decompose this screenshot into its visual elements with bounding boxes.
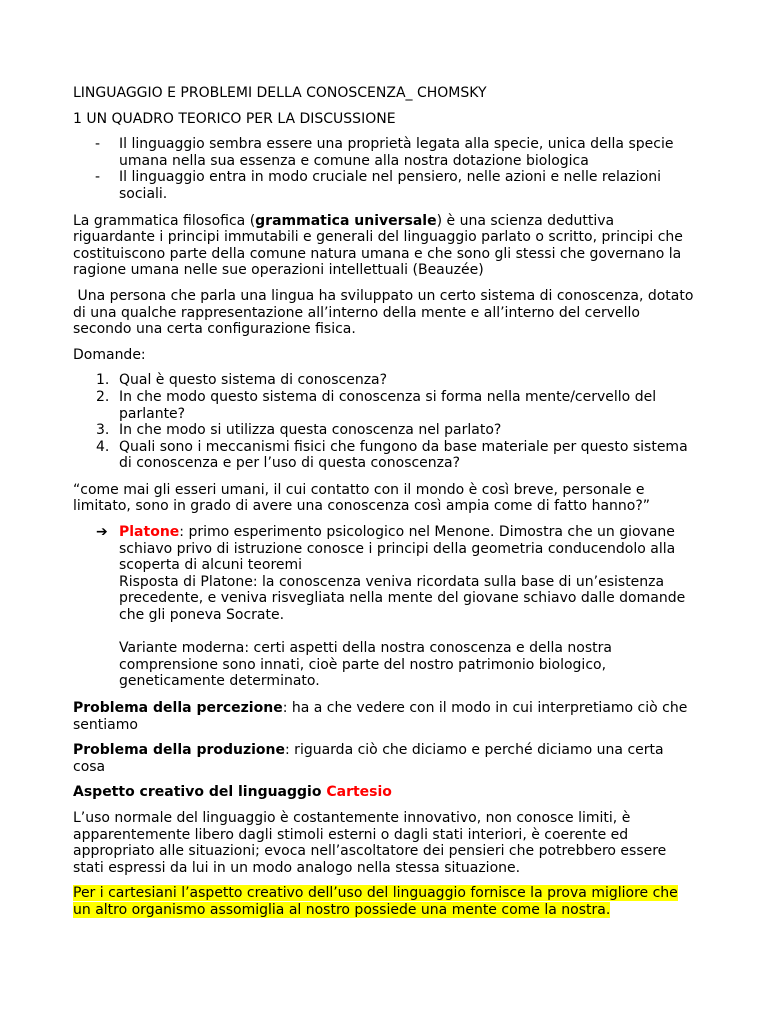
paragraph-percezione: [73, 700, 698, 733]
list-item: [73, 439, 698, 472]
highlighted-paragraph: [73, 885, 698, 918]
list-number: 4.: [96, 438, 110, 455]
list-item-text: In che modo si utilizza questa conoscenza nel parlato?: [119, 422, 502, 439]
paragraph-grammatica: [73, 213, 698, 279]
list-item-text: Quali sono i meccanismi fisici che fungono da base materiale per questo sistema di conoscenza e per l’uso di questa conoscenza?: [119, 438, 688, 472]
cartesio-name: Cartesio: [326, 784, 392, 801]
list-number: 2.: [96, 388, 110, 405]
list-item-text: Qual è questo sistema di conoscenza?: [119, 372, 388, 389]
platone-line: [119, 524, 698, 574]
platone-variante: Variante moderna: certi aspetti della nostra conoscenza e della nostra comprensione sono innati, cioè parte del nostro patrimonio biologico, geneticamente determinato.: [119, 640, 612, 690]
list-item: [73, 372, 698, 389]
arrow-icon: ➔: [96, 524, 108, 541]
dash-bullet: -: [95, 169, 101, 186]
paragraph-text: La grammatica filosofica (: [73, 212, 256, 229]
platone-text: : primo esperimento psicologico nel Menone. Dimostra che un giovane schiavo privo di istruzione conosce i principi della geometria conducendolo alla scoperta di alcuni teoremi: [119, 524, 676, 574]
document-body: [73, 85, 698, 928]
list-item-text: In che modo questo sistema di conoscenza si forma nella mente/cervello del parlante?: [119, 388, 657, 422]
paragraph-persona: Una persona che parla una lingua ha sviluppato un certo sistema di conoscenza, dotato di una qualche rappresentazione all’interno della mente e all’interno del cervello secondo una certa configurazione fisica.: [73, 287, 698, 338]
platone-name: Platone: [119, 524, 180, 541]
highlighted-text: Per i cartesiani l’aspetto creativo dell’uso del linguaggio fornisce la prova migliore che un altro organismo assomiglia al nostro possiede una mente come la nostra.: [73, 885, 678, 918]
list-item-text: Il linguaggio sembra essere una proprietà legata alla specie, unica della specie umana nella sua essenza e comune alla nostra dotazione biologica: [119, 136, 674, 169]
questions-list: [73, 372, 698, 472]
list-item: [73, 169, 698, 202]
list-number: 3.: [96, 422, 110, 439]
quote-paragraph: “come mai gli esseri umani, il cui contatto con il mondo è così breve, personale e limitato, sono in grado di avere una conoscenza così ampia come di fatto hanno?”: [73, 481, 651, 515]
paragraph-text: : ha a che vedere con il modo in cui interpretiamo ciò che sentiamo: [73, 700, 688, 733]
platone-block: [73, 524, 698, 690]
paragraph-uso: L’uso normale del linguaggio è costantemente innovativo, non conosce limiti, è apparentemente libero dagli stimoli esterni o dagli stati interiori, è coerente ed appropriato alle situazioni; evoca nell’ascoltatore dei pensieri che potrebbero essere stati espressi da lui in un modo analogo nella stessa situazione.: [73, 809, 667, 876]
list-item: [73, 389, 698, 422]
domande-label: Domande:: [73, 346, 146, 363]
platone-risposta: Risposta di Platone: la conoscenza veniva ricordata sulla base di un’esistenza precedente, e veniva risvegliata nella mente del giovane schiavo dalle domande che gli poneva Socrate.: [119, 573, 686, 624]
bold-term: Aspetto creativo del linguaggio: [73, 784, 327, 801]
dash-bullet: -: [95, 136, 101, 153]
spacer: [119, 624, 698, 641]
section-heading: 1 UN QUADRO TEORICO PER LA DISCUSSIONE: [73, 110, 396, 127]
bullet-list: [73, 136, 698, 202]
document-title: LINGUAGGIO E PROBLEMI DELLA CONOSCENZA_ CHOMSKY: [73, 85, 487, 101]
bold-term: Problema della produzione: [73, 742, 286, 759]
heading-aspetto: [73, 784, 698, 801]
list-item: [73, 422, 698, 439]
list-item: [73, 136, 698, 169]
bold-term: Problema della percezione: [73, 700, 283, 716]
list-number: 1.: [96, 372, 110, 389]
list-item-text: Il linguaggio entra in modo cruciale nel pensiero, nelle azioni e nelle relazioni sociali.: [119, 169, 661, 202]
paragraph-produzione: [73, 742, 698, 775]
paragraph-text: : riguarda ciò che diciamo e perché diciamo una certa cosa: [73, 742, 664, 775]
bold-term: grammatica universale: [255, 212, 437, 229]
paragraph-text: ) è una scienza deduttiva riguardante i principi immutabili e generali del linguaggio parlato o scritto, principi che costituiscono parte della comune natura umana e che sono gli stessi che governano la ragione umana nelle sue operazioni intellettuali (Beauzée): [73, 212, 683, 279]
